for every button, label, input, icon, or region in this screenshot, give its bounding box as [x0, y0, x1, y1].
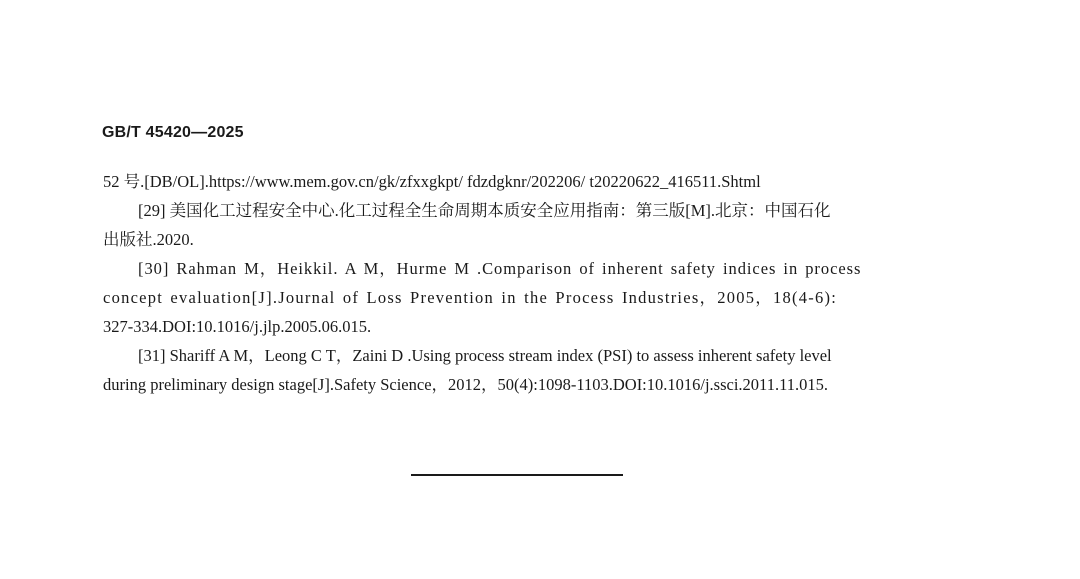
standard-code: GB/T 45420—2025 [102, 124, 244, 141]
reference-30-line-1: [30] Rahman M，Heikkil. A M，Hurme M .Comparison of inherent safety indices in process [138, 259, 862, 278]
reference-30-line-2: concept evaluation[J].Journal of Loss Prevention in the Process Industries，2005，18(4-6): [103, 288, 838, 307]
reference-30-line-3: 327-334.DOI:10.1016/j.jlp.2005.06.015. [103, 317, 372, 336]
reference-continued-line: 52 号.[DB/OL].https://www.mem.gov.cn/gk/zfxxgkpt/ fdzdgknr/202206/ t20220622_416511.Shtml [103, 172, 761, 191]
reference-31-line-2: during preliminary design stage[J].Safety Science，2012，50(4):1098-1103.DOI:10.1016/j.ssci.2011.11.015. [103, 375, 828, 394]
reference-31-line-1: [31] Shariff A M，Leong C T，Zaini D .Using process stream index (PSI) to assess inherent safety level [138, 346, 832, 365]
end-of-document-rule [411, 474, 623, 476]
reference-29-line-1: [29] 美国化工过程安全中心.化工过程全生命周期本质安全应用指南：第三版[M].北京：中国石化 [138, 201, 831, 220]
reference-29-line-2: 出版社.2020. [103, 230, 194, 249]
